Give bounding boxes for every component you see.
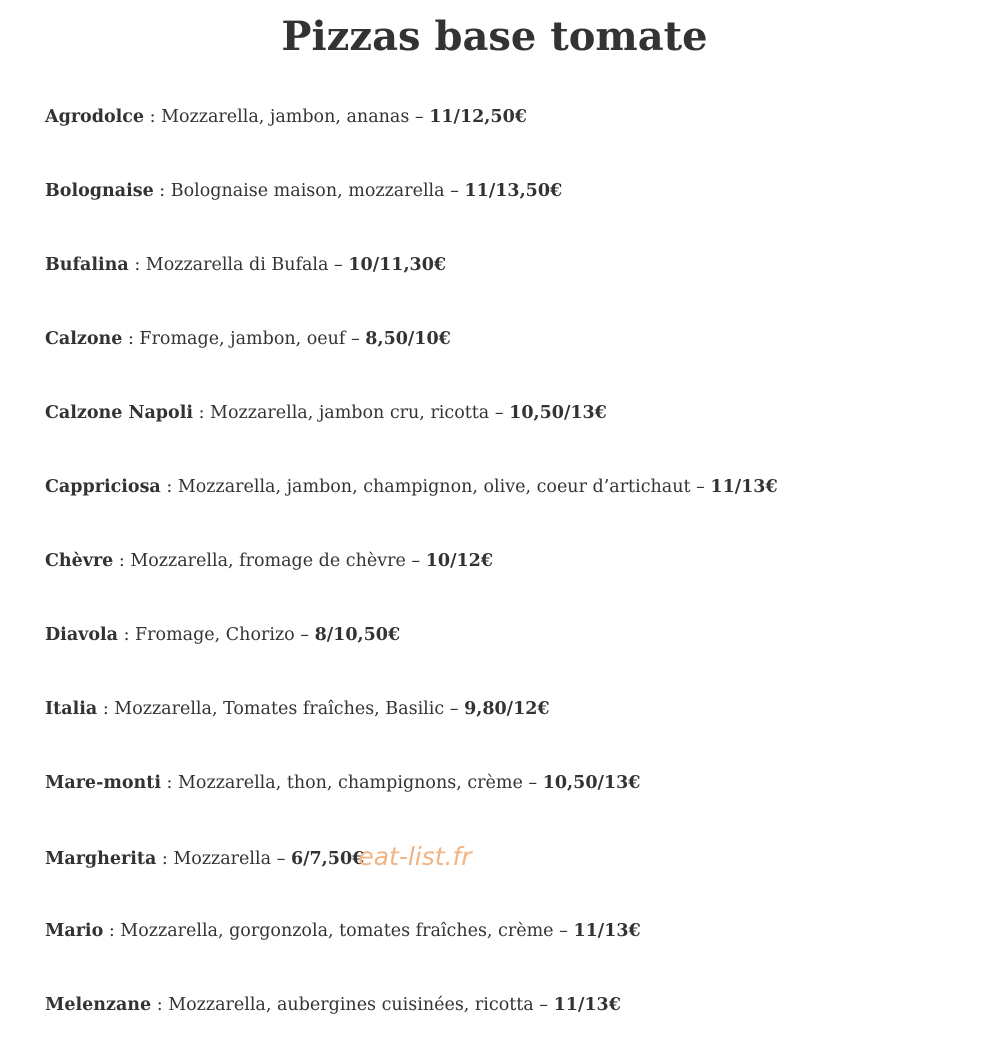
item-dash: – bbox=[522, 773, 543, 793]
item-description: Mozzarella bbox=[173, 849, 272, 869]
item-name: Bufalina bbox=[45, 255, 129, 275]
item-name: Chèvre bbox=[45, 551, 114, 571]
menu-item-bolognaise bbox=[45, 172, 975, 246]
item-name: Bolognaise bbox=[45, 181, 154, 201]
item-name: Diavola bbox=[45, 625, 118, 645]
item-description: Mozzarella, aubergines cuisinées, ricotta bbox=[168, 995, 534, 1015]
item-description: Mozzarella di Bufala bbox=[145, 255, 329, 275]
menu-item-diavola bbox=[45, 616, 975, 690]
item-dash: – bbox=[345, 329, 366, 349]
item-description: Mozzarella, jambon, champignon, olive, coeur d’artichaut bbox=[177, 477, 691, 497]
item-description: Mozzarella, thon, champignons, crème bbox=[178, 773, 523, 793]
menu-item-melenzane bbox=[45, 986, 975, 1060]
page-title: Pizzas base tomate bbox=[281, 13, 708, 60]
item-separator: : bbox=[97, 699, 115, 719]
item-price: 10/12€ bbox=[425, 551, 494, 571]
watermark: eat-list.fr bbox=[358, 842, 472, 871]
item-dash: – bbox=[553, 921, 574, 941]
item-description: Fromage, Chorizo bbox=[135, 625, 295, 645]
pizza-menu-list bbox=[45, 98, 975, 1060]
item-description: Mozzarella, jambon, ananas bbox=[161, 107, 410, 127]
item-separator: : bbox=[156, 849, 174, 869]
item-price: 8/10,50€ bbox=[314, 625, 401, 645]
item-price: 8,50/10€ bbox=[365, 329, 451, 349]
item-price: 11/13€ bbox=[573, 921, 641, 941]
item-dash: – bbox=[444, 699, 465, 719]
menu-item-mario bbox=[45, 912, 975, 986]
item-separator: : bbox=[193, 403, 211, 423]
item-dash: – bbox=[533, 995, 554, 1015]
item-separator: : bbox=[122, 329, 140, 349]
item-dash: – bbox=[328, 255, 349, 275]
menu-item-calzone bbox=[45, 320, 975, 394]
menu-item-bufalina bbox=[45, 246, 975, 320]
item-description: Fromage, jambon, oeuf bbox=[139, 329, 346, 349]
item-price: 11/13€ bbox=[553, 995, 621, 1015]
item-description: Mozzarella, Tomates fraîches, Basilic bbox=[114, 699, 445, 719]
menu-item-mare-monti bbox=[45, 764, 975, 838]
menu-item-margherita bbox=[45, 838, 975, 912]
item-separator: : bbox=[118, 625, 136, 645]
item-name: Calzone bbox=[45, 329, 123, 349]
item-separator: : bbox=[128, 255, 146, 275]
menu-item-calzone-napoli bbox=[45, 394, 975, 468]
item-separator: : bbox=[151, 995, 169, 1015]
item-description: Mozzarella, jambon cru, ricotta bbox=[210, 403, 490, 423]
menu-item-agrodolce bbox=[45, 98, 975, 172]
item-separator: : bbox=[160, 773, 179, 793]
item-separator: : bbox=[153, 181, 171, 201]
item-name: Mare-monti bbox=[45, 773, 161, 793]
item-price: 10,50/13€ bbox=[542, 773, 641, 793]
menu-item-cappriciosa bbox=[45, 468, 975, 542]
item-name: Margherita bbox=[45, 849, 157, 869]
item-dash: – bbox=[409, 107, 430, 127]
item-name: Italia bbox=[45, 699, 98, 719]
item-separator: : bbox=[103, 921, 121, 941]
item-price: 9,80/12€ bbox=[464, 699, 550, 719]
item-price: 6/7,50€ bbox=[290, 849, 365, 869]
item-dash: – bbox=[271, 849, 291, 869]
item-dash: – bbox=[405, 551, 426, 571]
item-name: Cappriciosa bbox=[45, 477, 161, 497]
item-price: 11/12,50€ bbox=[429, 107, 527, 127]
item-description: Bolognaise maison, mozzarella bbox=[170, 181, 445, 201]
item-dash: – bbox=[294, 625, 315, 645]
menu-item-chevre bbox=[45, 542, 975, 616]
item-separator: : bbox=[160, 477, 178, 497]
menu-item-italia bbox=[45, 690, 975, 764]
item-price: 11/13,50€ bbox=[464, 181, 563, 201]
item-separator: : bbox=[113, 551, 131, 571]
item-name: Mario bbox=[45, 921, 104, 941]
item-dash: – bbox=[690, 477, 711, 497]
item-separator: : bbox=[144, 107, 162, 127]
item-dash: – bbox=[489, 403, 510, 423]
item-price: 10/11,30€ bbox=[348, 255, 447, 275]
item-name: Melenzane bbox=[45, 995, 152, 1015]
item-name: Agrodolce bbox=[45, 107, 145, 127]
item-price: 10,50/13€ bbox=[509, 403, 607, 423]
item-description: Mozzarella, gorgonzola, tomates fraîches, crème bbox=[120, 921, 554, 941]
item-description: Mozzarella, fromage de chèvre bbox=[130, 551, 406, 571]
item-name: Calzone Napoli bbox=[45, 403, 194, 423]
item-price: 11/13€ bbox=[710, 477, 778, 497]
item-dash: – bbox=[444, 181, 465, 201]
